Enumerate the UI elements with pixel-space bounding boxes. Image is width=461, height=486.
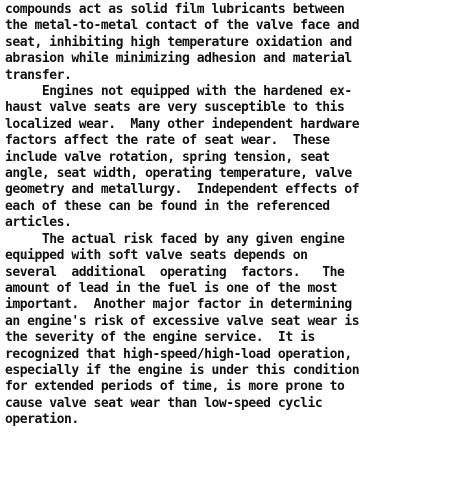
text-line: each of these can be found in the referenced	[5, 198, 330, 214]
text-line: the metal-to-metal contact of the valve face and	[5, 18, 360, 34]
text-line: include valve rotation, spring tension, seat	[5, 149, 330, 165]
text-line: angle, seat width, operating temperature, valve	[5, 166, 352, 182]
text-line: haust valve seats are very susceptible to this	[5, 100, 345, 116]
text-line: an engine's risk of excessive valve seat wear is	[5, 313, 360, 329]
text-line: several additional operating factors. The	[5, 264, 345, 280]
text-line: The actual risk faced by any given engine	[5, 231, 345, 247]
text-line: factors affect the rate of seat wear. These	[5, 133, 330, 149]
text-line: abrasion while minimizing adhesion and material	[5, 51, 352, 67]
text-line: amount of lead in the fuel is one of the most	[5, 280, 337, 296]
text-line: operation.	[5, 412, 79, 428]
text-line: the severity of the engine service. It is	[5, 330, 315, 346]
text-line: compounds act as solid film lubricants between	[5, 2, 345, 17]
text-line: equipped with soft valve seats depends on	[5, 248, 308, 264]
text-line: for extended periods of time, is more prone to	[5, 379, 345, 395]
text-line: recognized that high-speed/high-load operation,	[5, 346, 352, 362]
text-line: especially if the engine is under this condition	[5, 362, 360, 378]
text-line: seat, inhibiting high temperature oxidation and	[5, 34, 352, 50]
text-line: important. Another major factor in determining	[5, 297, 352, 313]
text-line: transfer.	[5, 67, 72, 83]
text-line: geometry and metallurgy. Independent effects of	[5, 182, 360, 198]
text-line: localized wear. Many other independent hardware	[5, 116, 360, 132]
text-line: cause valve seat wear than low-speed cyclic	[5, 395, 323, 411]
text-line: Engines not equipped with the hardened ex-	[5, 84, 352, 100]
document-page	[5, 2, 457, 429]
text-line: articles.	[5, 215, 72, 231]
